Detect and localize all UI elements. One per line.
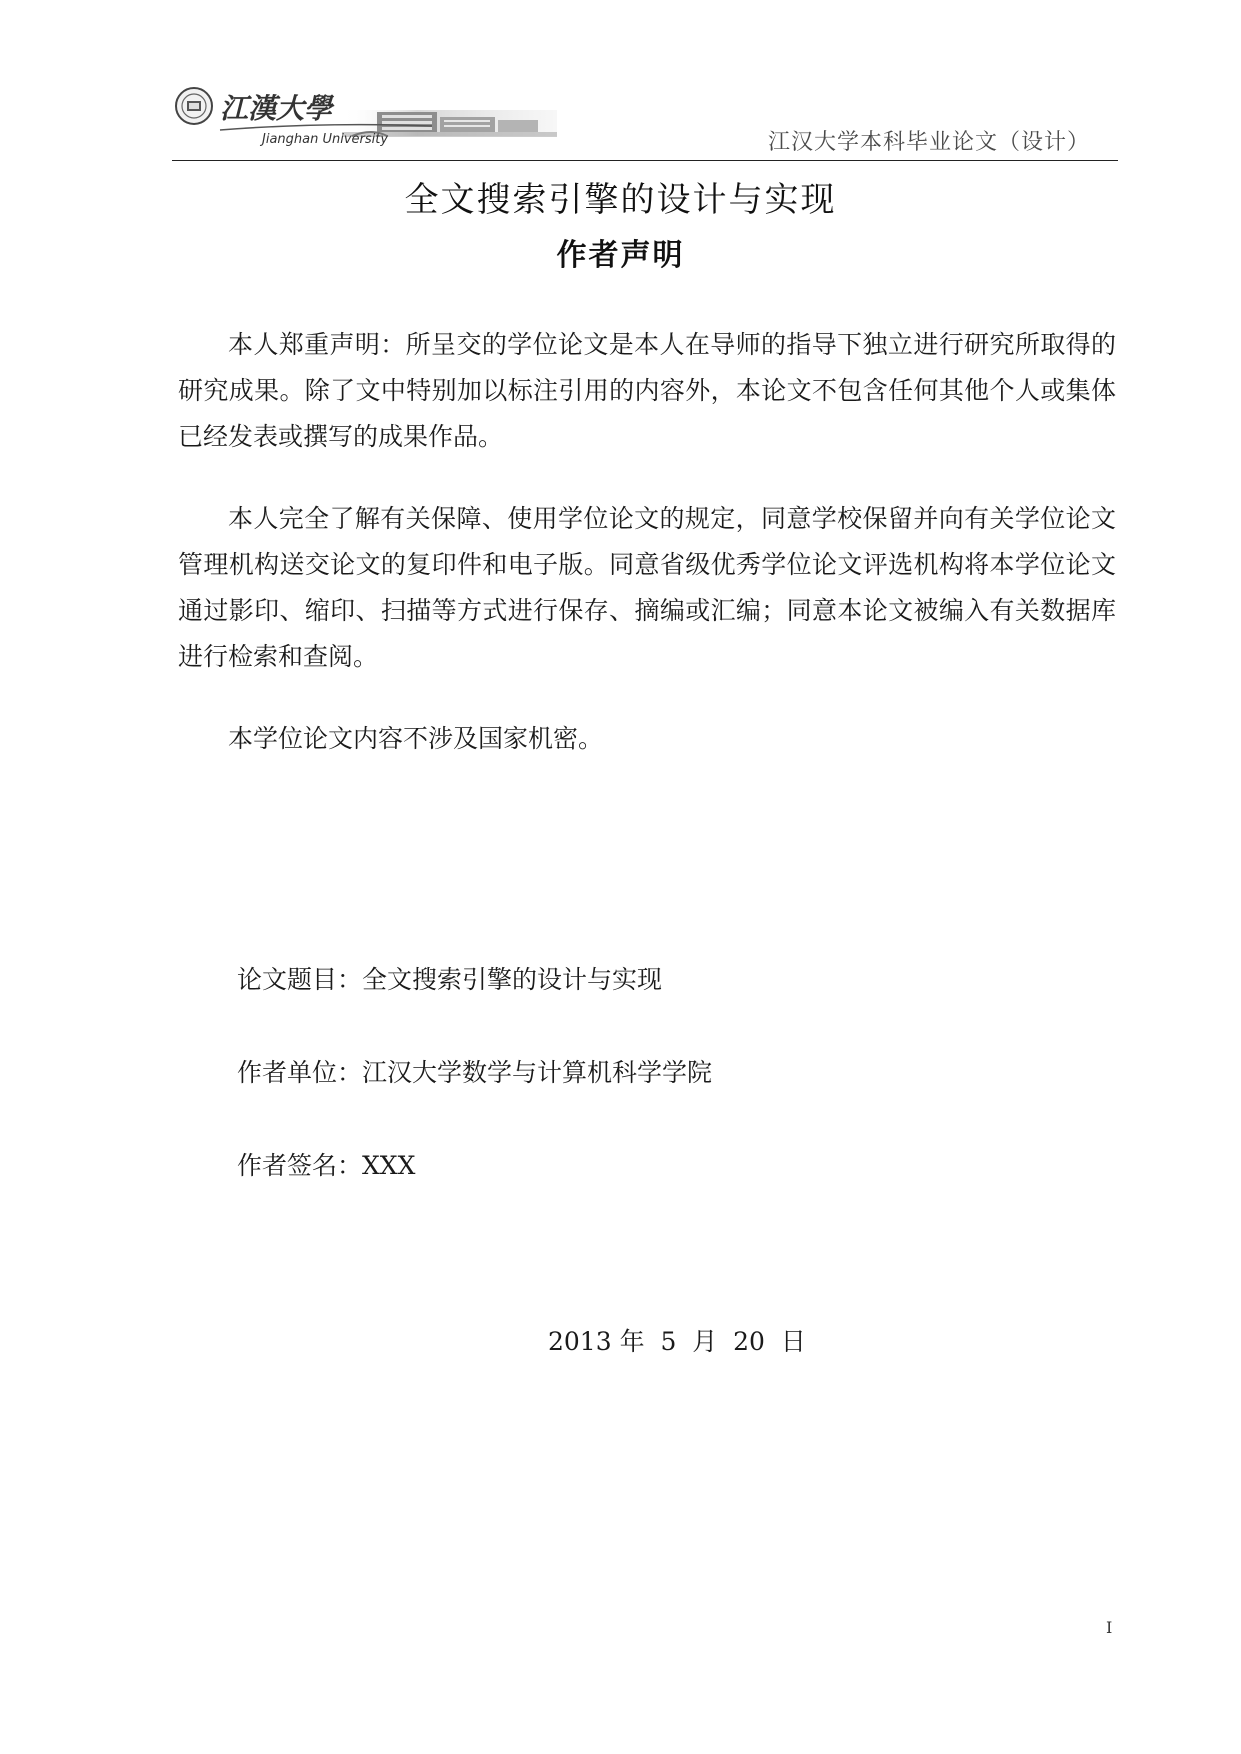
declaration-body bbox=[178, 322, 1116, 798]
document-subtitle: 作者声明 bbox=[556, 238, 685, 273]
header-divider bbox=[172, 160, 1118, 161]
author-unit-line: 作者单位：江汉大学数学与计算机科学学院 bbox=[237, 1058, 713, 1087]
university-seal-icon bbox=[176, 88, 212, 124]
logo-chinese-name: 江漢大學 bbox=[220, 92, 333, 125]
page-number: I bbox=[1106, 1618, 1113, 1637]
declaration-paragraph: 本人完全了解有关保障、使用学位论文的规定，同意学校保留并向有关学位论文管理机构送交论文的复印件和电子版。同意省级优秀学位论文评选机构将本学位论文通过影印、缩印、扫描等方式进行保存、摘编或汇编；同意本论文被编入有关数据库进行检索和查阅。 bbox=[178, 504, 1116, 671]
header-thesis-label: 江汉大学本科毕业论文（设计） bbox=[767, 130, 1090, 155]
university-logo bbox=[172, 82, 562, 148]
declaration-paragraph: 本人郑重声明：所呈交的学位论文是本人在导师的指导下独立进行研究所取得的研究成果。除了文中特别加以标注引用的内容外，本论文不包含任何其他个人或集体已经发表或撰写的成果作品。 bbox=[178, 330, 1116, 451]
declaration-paragraph: 本学位论文内容不涉及国家机密。 bbox=[228, 724, 604, 753]
logo-english-name: Jianghan University bbox=[262, 132, 389, 147]
declaration-date: 2013 年 5 月 20 日 bbox=[548, 1327, 806, 1356]
thesis-title-line: 论文题目：全文搜索引擎的设计与实现 bbox=[237, 965, 663, 994]
page-header bbox=[172, 82, 1118, 162]
author-signature-line: 作者签名：XXX bbox=[237, 1151, 416, 1180]
document-title: 全文搜索引擎的设计与实现 bbox=[404, 180, 837, 220]
